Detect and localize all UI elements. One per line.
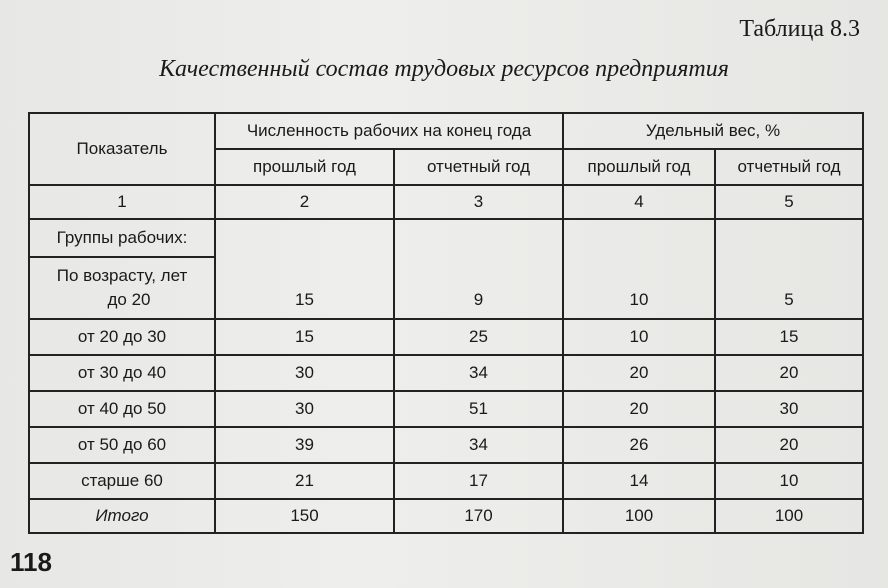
cell-headcount-prev: 21	[215, 463, 394, 499]
table-label: Таблица 8.3	[739, 16, 860, 42]
header-share: Удельный вес, %	[563, 113, 863, 149]
table-row	[29, 427, 863, 463]
row-label: от 30 до 40	[29, 355, 215, 391]
row-label: от 20 до 30	[29, 319, 215, 355]
column-number: 3	[394, 185, 563, 219]
cell-headcount-prev: 30	[215, 355, 394, 391]
header-share-report: отчетный год	[715, 149, 863, 185]
cell-headcount-report: 17	[394, 463, 563, 499]
table-row	[29, 319, 863, 355]
cell-headcount-report: 51	[394, 391, 563, 427]
table-row	[29, 391, 863, 427]
group-label: Группы рабочих:	[29, 219, 215, 257]
header-share-prev: прошлый год	[563, 149, 715, 185]
empty-cell	[563, 219, 715, 257]
cell-share-report: 5	[715, 257, 863, 319]
column-number: 1	[29, 185, 215, 219]
age-range-label: до 20	[107, 290, 151, 309]
column-number-row	[29, 185, 863, 219]
cell-share-prev: 26	[563, 427, 715, 463]
cell-share-prev: 10	[563, 319, 715, 355]
cell-headcount-report: 34	[394, 427, 563, 463]
cell-share-prev: 14	[563, 463, 715, 499]
row-label: от 40 до 50	[29, 391, 215, 427]
table-row	[29, 257, 863, 319]
cell-headcount-prev: 30	[215, 391, 394, 427]
header-row-1	[29, 113, 863, 149]
cell-share-prev: 20	[563, 355, 715, 391]
cell-headcount-report: 25	[394, 319, 563, 355]
column-number: 2	[215, 185, 394, 219]
total-row	[29, 499, 863, 533]
empty-cell	[215, 219, 394, 257]
empty-cell	[394, 219, 563, 257]
row-label: старше 60	[29, 463, 215, 499]
total-headcount-report: 170	[394, 499, 563, 533]
header-headcount-report: отчетный год	[394, 149, 563, 185]
workforce-table	[28, 112, 864, 534]
table-row	[29, 463, 863, 499]
cell-share-prev: 20	[563, 391, 715, 427]
group-row	[29, 219, 863, 257]
total-share-report: 100	[715, 499, 863, 533]
cell-share-prev: 10	[563, 257, 715, 319]
row-label	[29, 257, 215, 319]
total-share-prev: 100	[563, 499, 715, 533]
cell-headcount-prev: 15	[215, 319, 394, 355]
cell-headcount-report: 34	[394, 355, 563, 391]
cell-headcount-prev: 39	[215, 427, 394, 463]
header-headcount-prev: прошлый год	[215, 149, 394, 185]
total-label: Итого	[29, 499, 215, 533]
cell-headcount-prev: 15	[215, 257, 394, 319]
table-row	[29, 355, 863, 391]
column-number: 4	[563, 185, 715, 219]
table-caption: Качественный состав трудовых ресурсов предприятия	[159, 56, 729, 82]
cell-headcount-report: 9	[394, 257, 563, 319]
page-number: 118	[10, 547, 52, 577]
empty-cell	[715, 219, 863, 257]
cell-share-report: 20	[715, 427, 863, 463]
column-number: 5	[715, 185, 863, 219]
cell-share-report: 10	[715, 463, 863, 499]
total-headcount-prev: 150	[215, 499, 394, 533]
cell-share-report: 30	[715, 391, 863, 427]
cell-share-report: 15	[715, 319, 863, 355]
cell-share-report: 20	[715, 355, 863, 391]
header-headcount: Численность рабочих на конец года	[215, 113, 563, 149]
header-indicator: Показатель	[29, 113, 215, 185]
age-label: По возрасту, лет	[56, 266, 188, 285]
row-label: от 50 до 60	[29, 427, 215, 463]
